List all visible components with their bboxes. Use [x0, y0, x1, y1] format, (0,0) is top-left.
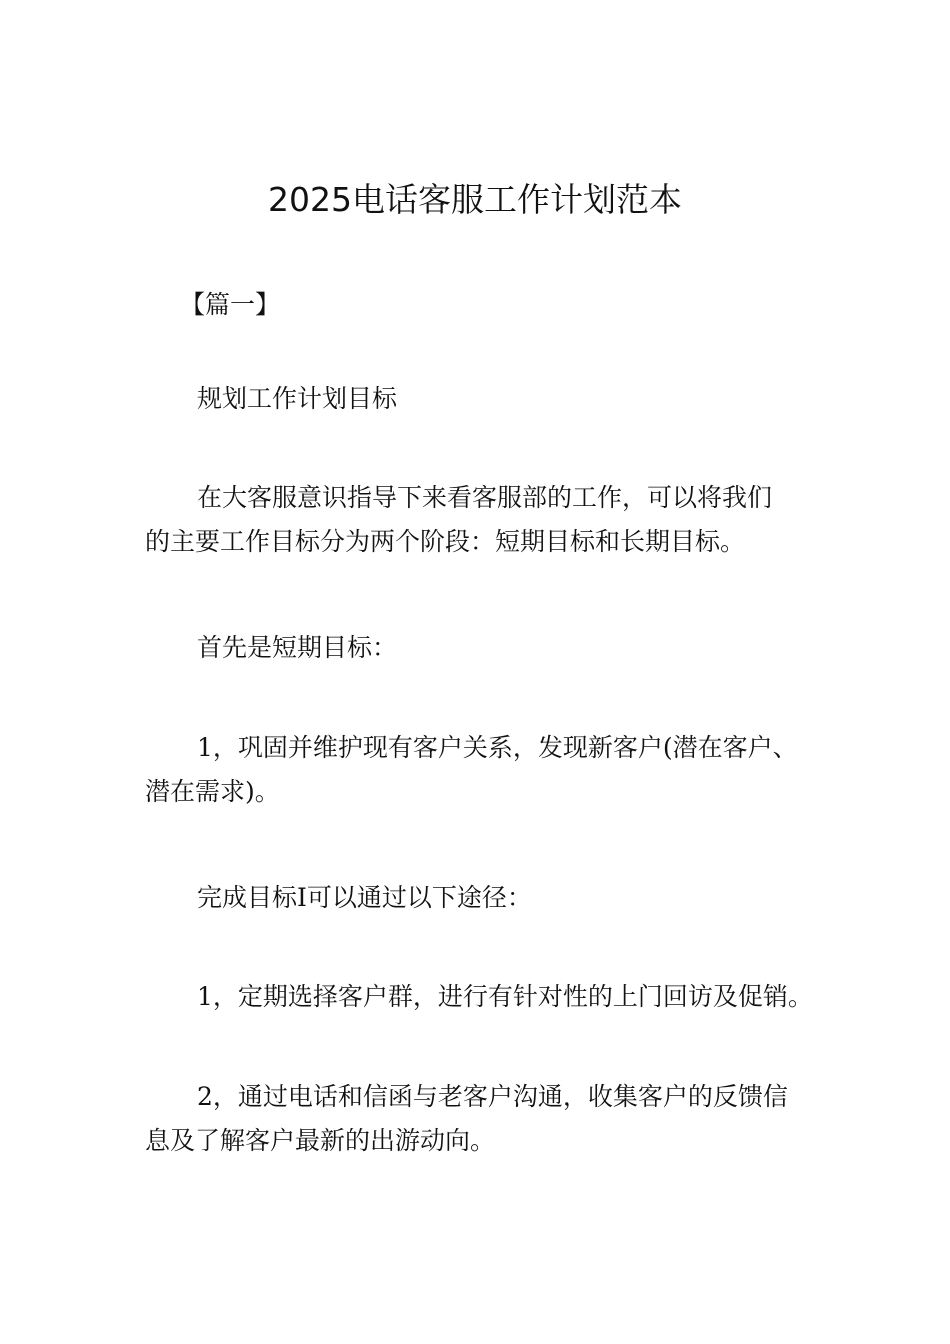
paragraph-line: 的主要工作目标分为两个阶段：短期目标和长期目标。 [145, 527, 746, 556]
document-title: 2025电话客服工作计划范本 [268, 180, 682, 219]
paragraph-line: 2，通过电话和信函与老客户沟通，收集客户的反馈信 [197, 1082, 788, 1111]
paragraph-line: 息及了解客户最新的出游动向。 [145, 1126, 496, 1155]
paragraph-line: 在大客服意识指导下来看客服部的工作，可以将我们 [197, 483, 773, 512]
paragraph-short-term: 首先是短期目标： [197, 633, 398, 662]
paragraph-intro [145, 476, 835, 564]
paragraph-step-2 [145, 1075, 835, 1163]
section-label: 【篇一】 [180, 290, 281, 319]
paragraph-step-1: 1，定期选择客户群，进行有针对性的上门回访及促销。 [197, 982, 813, 1011]
section-heading: 规划工作计划目标 [197, 384, 398, 413]
paragraph-approach: 完成目标I可以通过以下途径： [197, 883, 532, 912]
paragraph-goal-1 [145, 726, 835, 814]
paragraph-line: 1，巩固并维护现有客户关系，发现新客户(潜在客户、 [197, 733, 798, 762]
paragraph-line: 潜在需求)。 [145, 777, 280, 806]
